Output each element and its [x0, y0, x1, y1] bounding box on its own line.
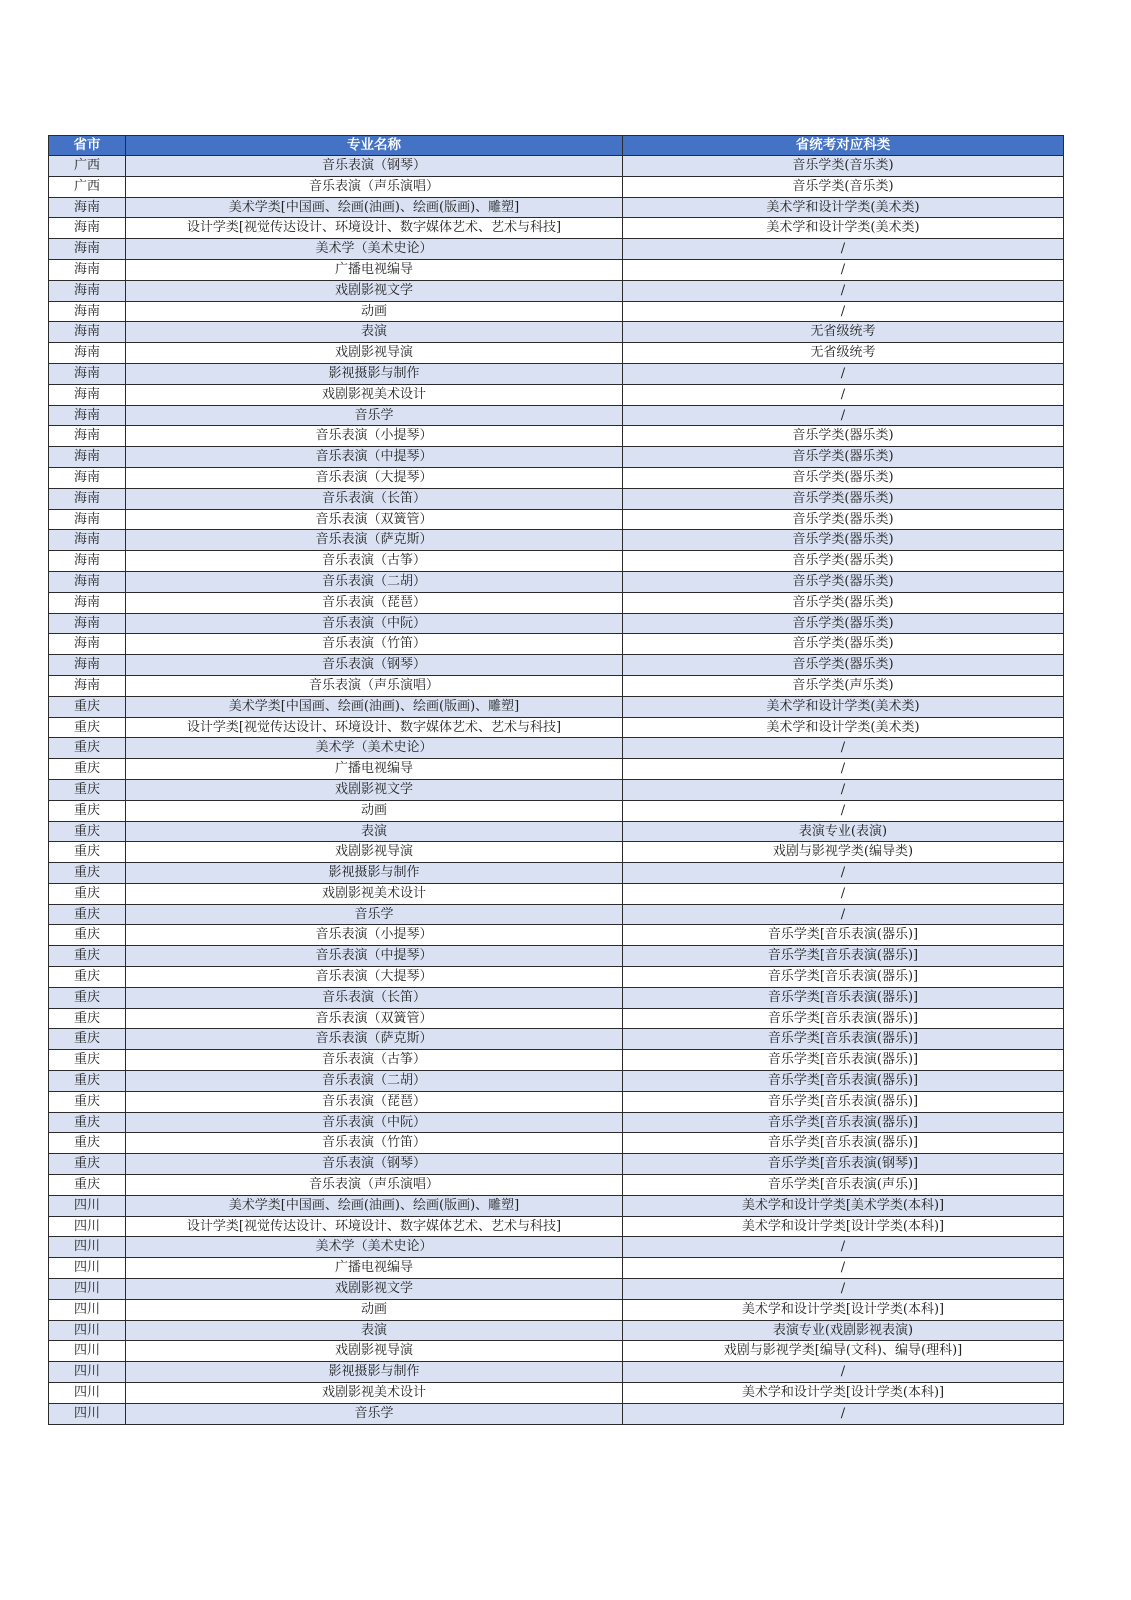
cell-exam-category: 音乐学类(器乐类) [623, 530, 1064, 551]
table-row [49, 405, 1064, 426]
cell-province: 海南 [49, 239, 126, 260]
table-row [49, 488, 1064, 509]
cell-exam-category: 音乐学类[音乐表演(器乐)] [623, 946, 1064, 967]
cell-major-name: 戏剧影视导演 [126, 842, 623, 863]
cell-exam-category: 美术学和设计学类(美术类) [623, 717, 1064, 738]
header-exam-category: 省统考对应科类 [623, 136, 1064, 156]
cell-major-name: 音乐表演（琵琶） [126, 592, 623, 613]
cell-province: 海南 [49, 301, 126, 322]
cell-exam-category: / [623, 405, 1064, 426]
cell-province: 广西 [49, 176, 126, 197]
cell-province: 重庆 [49, 1091, 126, 1112]
cell-exam-category: / [623, 1237, 1064, 1258]
cell-major-name: 表演 [126, 821, 623, 842]
cell-major-name: 表演 [126, 1320, 623, 1341]
cell-exam-category: / [623, 1279, 1064, 1300]
table-row [49, 696, 1064, 717]
cell-major-name: 美术学（美术史论） [126, 1237, 623, 1258]
table-header-row [49, 136, 1064, 156]
table-row [49, 1299, 1064, 1320]
cell-major-name: 美术学类[中国画、绘画(油画)、绘画(版画)、雕塑] [126, 696, 623, 717]
cell-province: 四川 [49, 1383, 126, 1404]
cell-province: 重庆 [49, 779, 126, 800]
cell-province: 海南 [49, 488, 126, 509]
cell-exam-category: / [623, 1258, 1064, 1279]
cell-exam-category: 音乐学类[音乐表演(器乐)] [623, 925, 1064, 946]
cell-major-name: 音乐表演（大提琴） [126, 967, 623, 988]
cell-province: 海南 [49, 197, 126, 218]
cell-exam-category: 表演专业(表演) [623, 821, 1064, 842]
cell-major-name: 动画 [126, 800, 623, 821]
cell-province: 重庆 [49, 1154, 126, 1175]
cell-province: 重庆 [49, 1133, 126, 1154]
table-row [49, 176, 1064, 197]
cell-exam-category: 音乐学类[音乐表演(器乐)] [623, 1112, 1064, 1133]
table-row [49, 156, 1064, 177]
table-row [49, 1341, 1064, 1362]
cell-province: 海南 [49, 280, 126, 301]
cell-exam-category: 无省级统考 [623, 322, 1064, 343]
header-major-name: 专业名称 [126, 136, 623, 156]
cell-exam-category: / [623, 259, 1064, 280]
cell-province: 海南 [49, 467, 126, 488]
cell-major-name: 戏剧影视文学 [126, 1279, 623, 1300]
cell-major-name: 动画 [126, 1299, 623, 1320]
table-row [49, 1133, 1064, 1154]
cell-province: 海南 [49, 259, 126, 280]
cell-major-name: 广播电视编导 [126, 759, 623, 780]
table-row [49, 1112, 1064, 1133]
cell-province: 海南 [49, 363, 126, 384]
cell-major-name: 戏剧影视导演 [126, 343, 623, 364]
cell-province: 海南 [49, 426, 126, 447]
cell-province: 重庆 [49, 1008, 126, 1029]
cell-exam-category: 音乐学类(器乐类) [623, 467, 1064, 488]
cell-province: 四川 [49, 1279, 126, 1300]
table-row [49, 717, 1064, 738]
cell-exam-category: 表演专业(戏剧影视表演) [623, 1320, 1064, 1341]
table-row [49, 592, 1064, 613]
cell-province: 重庆 [49, 925, 126, 946]
table-row [49, 1175, 1064, 1196]
cell-exam-category: 音乐学类[音乐表演(器乐)] [623, 967, 1064, 988]
cell-province: 四川 [49, 1403, 126, 1424]
cell-major-name: 动画 [126, 301, 623, 322]
cell-exam-category: 音乐学类(器乐类) [623, 551, 1064, 572]
cell-major-name: 影视摄影与制作 [126, 863, 623, 884]
cell-province: 四川 [49, 1362, 126, 1383]
cell-province: 重庆 [49, 946, 126, 967]
document-page [48, 135, 1063, 1425]
cell-major-name: 音乐表演（声乐演唱） [126, 675, 623, 696]
cell-major-name: 音乐表演（钢琴） [126, 655, 623, 676]
cell-province: 重庆 [49, 863, 126, 884]
table-row [49, 634, 1064, 655]
cell-province: 重庆 [49, 904, 126, 925]
cell-province: 重庆 [49, 842, 126, 863]
cell-province: 海南 [49, 571, 126, 592]
cell-major-name: 美术学（美术史论） [126, 239, 623, 260]
table-row [49, 384, 1064, 405]
table-row [49, 655, 1064, 676]
cell-exam-category: 美术学和设计学类[设计学类(本科)] [623, 1383, 1064, 1404]
table-row [49, 343, 1064, 364]
table-row [49, 1154, 1064, 1175]
cell-major-name: 广播电视编导 [126, 259, 623, 280]
table-row [49, 259, 1064, 280]
cell-province: 海南 [49, 509, 126, 530]
cell-province: 四川 [49, 1195, 126, 1216]
table-row [49, 738, 1064, 759]
table-row [49, 1216, 1064, 1237]
cell-province: 重庆 [49, 967, 126, 988]
table-row [49, 1383, 1064, 1404]
table-row [49, 1258, 1064, 1279]
cell-major-name: 音乐学 [126, 904, 623, 925]
cell-major-name: 戏剧影视文学 [126, 280, 623, 301]
cell-major-name: 戏剧影视美术设计 [126, 883, 623, 904]
cell-exam-category: 音乐学类(器乐类) [623, 655, 1064, 676]
cell-province: 重庆 [49, 883, 126, 904]
cell-province: 四川 [49, 1299, 126, 1320]
cell-province: 海南 [49, 322, 126, 343]
cell-exam-category: 音乐学类[音乐表演(器乐)] [623, 1029, 1064, 1050]
cell-exam-category: / [623, 1362, 1064, 1383]
cell-province: 重庆 [49, 1175, 126, 1196]
cell-province: 海南 [49, 384, 126, 405]
cell-major-name: 音乐表演（竹笛） [126, 634, 623, 655]
cell-major-name: 音乐表演（声乐演唱） [126, 1175, 623, 1196]
cell-exam-category: 戏剧与影视学类(编导类) [623, 842, 1064, 863]
table-row [49, 1008, 1064, 1029]
cell-exam-category: 美术学和设计学类[设计学类(本科)] [623, 1299, 1064, 1320]
cell-major-name: 音乐表演（钢琴） [126, 1154, 623, 1175]
cell-major-name: 音乐表演（中提琴） [126, 447, 623, 468]
cell-exam-category: 音乐学类(器乐类) [623, 509, 1064, 530]
cell-exam-category: / [623, 863, 1064, 884]
cell-province: 四川 [49, 1237, 126, 1258]
cell-province: 四川 [49, 1216, 126, 1237]
table-row [49, 863, 1064, 884]
table-row [49, 571, 1064, 592]
table-row [49, 675, 1064, 696]
table-row [49, 613, 1064, 634]
cell-exam-category: / [623, 738, 1064, 759]
major-mapping-table [48, 135, 1064, 1425]
cell-major-name: 音乐表演（小提琴） [126, 426, 623, 447]
table-row [49, 1362, 1064, 1383]
cell-exam-category: 音乐学类(器乐类) [623, 613, 1064, 634]
table-row [49, 925, 1064, 946]
cell-major-name: 广播电视编导 [126, 1258, 623, 1279]
cell-province: 重庆 [49, 821, 126, 842]
cell-major-name: 音乐表演（长笛） [126, 488, 623, 509]
cell-major-name: 音乐表演（萨克斯） [126, 1029, 623, 1050]
table-row [49, 842, 1064, 863]
table-row [49, 1320, 1064, 1341]
table-row [49, 322, 1064, 343]
table-row [49, 821, 1064, 842]
cell-exam-category: 音乐学类[音乐表演(器乐)] [623, 1050, 1064, 1071]
cell-major-name: 音乐学 [126, 1403, 623, 1424]
cell-exam-category: 音乐学类(器乐类) [623, 426, 1064, 447]
cell-major-name: 戏剧影视美术设计 [126, 384, 623, 405]
cell-major-name: 美术学类[中国画、绘画(油画)、绘画(版画)、雕塑] [126, 1195, 623, 1216]
cell-exam-category: 音乐学类(器乐类) [623, 488, 1064, 509]
cell-exam-category: 音乐学类(音乐类) [623, 176, 1064, 197]
cell-province: 四川 [49, 1320, 126, 1341]
cell-province: 海南 [49, 613, 126, 634]
cell-province: 重庆 [49, 987, 126, 1008]
cell-exam-category: / [623, 800, 1064, 821]
table-row [49, 426, 1064, 447]
cell-major-name: 戏剧影视文学 [126, 779, 623, 800]
cell-exam-category: 音乐学类[音乐表演(声乐)] [623, 1175, 1064, 1196]
cell-major-name: 音乐表演（古筝） [126, 1050, 623, 1071]
cell-major-name: 音乐表演（长笛） [126, 987, 623, 1008]
cell-exam-category: 美术学和设计学类(美术类) [623, 197, 1064, 218]
cell-province: 重庆 [49, 696, 126, 717]
table-row [49, 530, 1064, 551]
cell-exam-category: 音乐学类(器乐类) [623, 571, 1064, 592]
table-row [49, 1237, 1064, 1258]
cell-province: 海南 [49, 592, 126, 613]
cell-exam-category: 音乐学类[音乐表演(器乐)] [623, 1071, 1064, 1092]
cell-major-name: 音乐表演（小提琴） [126, 925, 623, 946]
cell-province: 广西 [49, 156, 126, 177]
cell-major-name: 影视摄影与制作 [126, 363, 623, 384]
cell-major-name: 音乐表演（双簧管） [126, 1008, 623, 1029]
cell-province: 海南 [49, 655, 126, 676]
cell-exam-category: 音乐学类(器乐类) [623, 447, 1064, 468]
table-row [49, 1029, 1064, 1050]
cell-province: 重庆 [49, 800, 126, 821]
table-row [49, 1195, 1064, 1216]
table-row [49, 987, 1064, 1008]
cell-province: 四川 [49, 1341, 126, 1362]
cell-province: 重庆 [49, 717, 126, 738]
cell-exam-category: 音乐学类[音乐表演(器乐)] [623, 987, 1064, 1008]
table-row [49, 197, 1064, 218]
cell-province: 重庆 [49, 1029, 126, 1050]
table-row [49, 883, 1064, 904]
cell-exam-category: / [623, 363, 1064, 384]
cell-exam-category: 音乐学类[音乐表演(钢琴)] [623, 1154, 1064, 1175]
cell-exam-category: 音乐学类(音乐类) [623, 156, 1064, 177]
cell-major-name: 设计学类[视觉传达设计、环境设计、数字媒体艺术、艺术与科技] [126, 717, 623, 738]
cell-exam-category: / [623, 759, 1064, 780]
table-row [49, 1050, 1064, 1071]
table-body [49, 156, 1064, 1425]
cell-province: 重庆 [49, 1050, 126, 1071]
cell-exam-category: / [623, 280, 1064, 301]
cell-major-name: 音乐表演（钢琴） [126, 156, 623, 177]
cell-exam-category: 美术学和设计学类[设计学类(本科)] [623, 1216, 1064, 1237]
cell-exam-category: 美术学和设计学类(美术类) [623, 696, 1064, 717]
cell-major-name: 音乐表演（中提琴） [126, 946, 623, 967]
cell-exam-category: 音乐学类[音乐表演(器乐)] [623, 1008, 1064, 1029]
cell-exam-category: / [623, 779, 1064, 800]
cell-exam-category: 音乐学类[音乐表演(器乐)] [623, 1133, 1064, 1154]
cell-exam-category: 无省级统考 [623, 343, 1064, 364]
cell-major-name: 音乐表演（声乐演唱） [126, 176, 623, 197]
cell-major-name: 美术学（美术史论） [126, 738, 623, 759]
cell-major-name: 表演 [126, 322, 623, 343]
header-province: 省市 [49, 136, 126, 156]
cell-major-name: 音乐表演（古筝） [126, 551, 623, 572]
cell-exam-category: 音乐学类[音乐表演(器乐)] [623, 1091, 1064, 1112]
cell-exam-category: 音乐学类(器乐类) [623, 592, 1064, 613]
cell-exam-category: 音乐学类(声乐类) [623, 675, 1064, 696]
cell-major-name: 音乐表演（竹笛） [126, 1133, 623, 1154]
cell-province: 海南 [49, 675, 126, 696]
table-row [49, 1279, 1064, 1300]
table-row [49, 363, 1064, 384]
cell-major-name: 影视摄影与制作 [126, 1362, 623, 1383]
cell-province: 海南 [49, 218, 126, 239]
table-row [49, 551, 1064, 572]
cell-major-name: 音乐表演（琵琶） [126, 1091, 623, 1112]
cell-major-name: 美术学类[中国画、绘画(油画)、绘画(版画)、雕塑] [126, 197, 623, 218]
cell-province: 海南 [49, 343, 126, 364]
table-row [49, 239, 1064, 260]
cell-province: 重庆 [49, 759, 126, 780]
cell-exam-category: 美术学和设计学类(美术类) [623, 218, 1064, 239]
cell-province: 重庆 [49, 738, 126, 759]
table-row [49, 946, 1064, 967]
cell-exam-category: / [623, 1403, 1064, 1424]
cell-major-name: 戏剧影视美术设计 [126, 1383, 623, 1404]
table-row [49, 447, 1064, 468]
cell-province: 海南 [49, 551, 126, 572]
table-row [49, 759, 1064, 780]
cell-province: 四川 [49, 1258, 126, 1279]
cell-major-name: 设计学类[视觉传达设计、环境设计、数字媒体艺术、艺术与科技] [126, 1216, 623, 1237]
cell-major-name: 设计学类[视觉传达设计、环境设计、数字媒体艺术、艺术与科技] [126, 218, 623, 239]
cell-major-name: 音乐表演（双簧管） [126, 509, 623, 530]
cell-exam-category: 音乐学类(器乐类) [623, 634, 1064, 655]
table-row [49, 218, 1064, 239]
table-row [49, 509, 1064, 530]
table-row [49, 800, 1064, 821]
table-row [49, 967, 1064, 988]
cell-province: 重庆 [49, 1112, 126, 1133]
cell-major-name: 音乐表演（萨克斯） [126, 530, 623, 551]
cell-province: 重庆 [49, 1071, 126, 1092]
table-row [49, 904, 1064, 925]
cell-province: 海南 [49, 405, 126, 426]
table-row [49, 1071, 1064, 1092]
cell-exam-category: / [623, 904, 1064, 925]
cell-exam-category: / [623, 883, 1064, 904]
table-row [49, 301, 1064, 322]
cell-province: 海南 [49, 530, 126, 551]
cell-major-name: 音乐学 [126, 405, 623, 426]
table-row [49, 1403, 1064, 1424]
cell-exam-category: / [623, 301, 1064, 322]
cell-major-name: 音乐表演（二胡） [126, 571, 623, 592]
table-row [49, 1091, 1064, 1112]
cell-major-name: 音乐表演（中阮） [126, 613, 623, 634]
cell-province: 海南 [49, 447, 126, 468]
cell-major-name: 音乐表演（二胡） [126, 1071, 623, 1092]
cell-province: 海南 [49, 634, 126, 655]
cell-exam-category: 戏剧与影视学类[编导(文科)、编导(理科)] [623, 1341, 1064, 1362]
table-row [49, 467, 1064, 488]
table-row [49, 280, 1064, 301]
table-row [49, 779, 1064, 800]
cell-major-name: 戏剧影视导演 [126, 1341, 623, 1362]
cell-exam-category: / [623, 239, 1064, 260]
cell-major-name: 音乐表演（中阮） [126, 1112, 623, 1133]
cell-major-name: 音乐表演（大提琴） [126, 467, 623, 488]
cell-exam-category: 美术学和设计学类[美术学类(本科)] [623, 1195, 1064, 1216]
cell-exam-category: / [623, 384, 1064, 405]
